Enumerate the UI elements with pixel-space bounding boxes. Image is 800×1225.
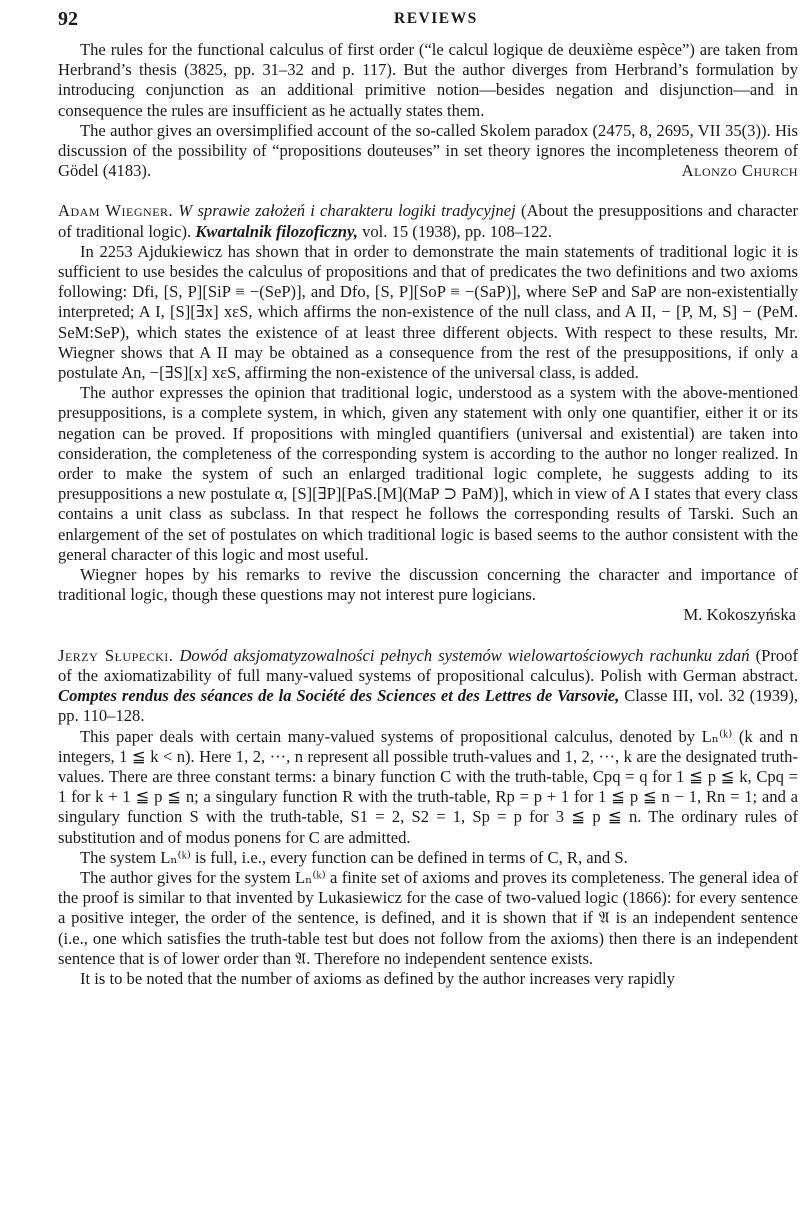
journal-page [58, 8, 798, 989]
journal-name: Comptes rendus des séances de la Société des Sciences et des Lettres de Varsovie, [58, 686, 620, 706]
citation: vol. 15 (1938), pp. 108–122. [362, 221, 552, 241]
review-paragraph-text: The author gives an oversimplified account of the so-called Skolem paradox (2475, 8, 2695, VII 35(3)). His discussion of the possibility of “propositions douteuses” in set theory ignores the incompleteness theorem of Gödel (4183). [58, 120, 798, 181]
reviewed-title: W sprawie założeń i charakteru logiki tradycyjnej [178, 201, 516, 221]
running-head: REVIEWS [394, 10, 478, 27]
citation: Classe III, vol. 32 (1939), pp. 110–128. [58, 686, 798, 726]
section-spacer [58, 626, 798, 646]
review-paragraph: The author gives for the system Lₙ⁽ᵏ⁾ a finite set of axioms and proves its completeness. The general idea of the proof is similar to that invented by Lukasiewicz for the case of two-valued logic (1866): for every sentence a positive integer, the order of the sentence, is defined, and it is shown that if 𝔄 is an independent sentence (i.e., one which satisfies the truth-table test but does not follow from the axioms) then there is an independent sentence that is of lower order than 𝔄. Therefore no independent sentence exists. [58, 867, 798, 968]
section-spacer [58, 181, 798, 201]
reviewer-signature: Alonzo Church [681, 161, 798, 181]
review-paragraph: The system Lₙ⁽ᵏ⁾ is full, i.e., every function can be defined in terms of C, R, and S. [80, 847, 628, 867]
review-church [58, 40, 798, 181]
page-header [58, 8, 798, 40]
review-slupecki [58, 646, 798, 989]
review-paragraph [58, 121, 798, 182]
reviewer-signature: M. Kokoszyńska [683, 605, 796, 625]
review-paragraph: This paper deals with certain many-valued systems of propositional calculus, denoted by Lₙ⁽ᵏ⁾ (k and n integers, 1 ≦ k < n). Here 1, 2, ···, n represent all possible truth-values and 1, 2, ···, k are the designated truth-values. There are three constant terms: a binary function C with the truth-table, Cpq = q for 1 ≦ p ≦ k, Cpq = 1 for k + 1 ≦ p ≦ n; a singulary function R with the truth-table, Rp = p + 1 for 1 ≦ p ≦ n − 1, Rn = 1; and a singulary function S with the truth-table, S1 = 2, S2 = 1, Sp = p for 3 ≦ p ≦ n. The ordinary rules of substitution and of modus ponens for C are admitted. [58, 726, 798, 847]
review-paragraph: In 2253 Ajdukiewicz has shown that in order to demonstrate the main statements of traditional logic it is sufficient to use besides the calculus of propositions and that of predicates the two definitions and two axioms following: Dfi, [S, P][SiP ≡ −(SeP)], and Dfo, [S, P][SoP ≡ −(SaP)], where SeP and SaP are non-existentially interpreted; A I, [S][∃x] xεS, which affirms the non-existence of the null class, and A II, − [P, M, S] − (PeM. SeM:SeP), which states the existence of at least three different objects. With respect to these results, Mr. Wiegner shows that A II may be obtained as a consequence from the rest of the presuppositions, if only a postulate An, −[∃S][x] xεS, affirming the non-existence of the universal class, is added. [58, 241, 798, 383]
review-paragraph: The rules for the functional calculus of first order (“le calcul logique de deuxième espèce”) are taken from Herbrand’s thesis (3825, pp. 31–32 and p. 117). But the author diverges from Herbrand’s formulation by introducing conjunction as an additional primitive notion—besides negation and disjunction—and in consequence the rules are insufficient as he actually states them. [58, 40, 798, 120]
reviewed-author: Adam Wiegner. [58, 201, 174, 221]
review-paragraph: Wiegner hopes by his remarks to revive the discussion concerning the character and importance of traditional logic, though these questions may not interest pure logicians. [58, 565, 798, 605]
review-paragraph: The author expresses the opinion that traditional logic, understood as a system with the above-mentioned presuppositions, is a complete system, in which, given any statement with only one quantifier, either it or its negation can be proved. If propositions with mingled quantifiers (universal and existential) are taken into consideration, the completeness of the corresponding system is according to the author no longer realized. In order to make the system of such an enlarged traditional logic complete, he suggests adding to its presuppositions a new postulate α, [S][∃P][PaS.[M](MaP ⊃ PaM)], which in view of A I states that every class contains a unit class as subclass. In that respect he follows the corresponding results of Tarski. Such an enlargement of the set of postulates on which traditional logic is based seems to the author consistent with the general character of this logic and most useful. [58, 383, 798, 564]
title-translation: (Proof of the axiomatizability of full many-valued systems of propositional calculus). Polish with German abstract. [58, 645, 798, 685]
journal-name: Kwartalnik filozoficzny, [195, 221, 358, 241]
review-paragraph: It is to be noted that the number of axioms as defined by the author increases very rapidly [80, 968, 675, 988]
review-heading [58, 646, 798, 727]
reviewed-title: Dowód aksjomatyzowalności pełnych systemów wielowartościowych rachunku zdań [179, 645, 750, 665]
review-wiegner [58, 201, 798, 625]
page-number: 92 [58, 8, 78, 30]
title-translation: (About the presuppositions and character of traditional logic). [58, 201, 798, 241]
review-heading [58, 201, 798, 241]
reviewed-author: Jerzy Słupecki. [58, 645, 174, 665]
